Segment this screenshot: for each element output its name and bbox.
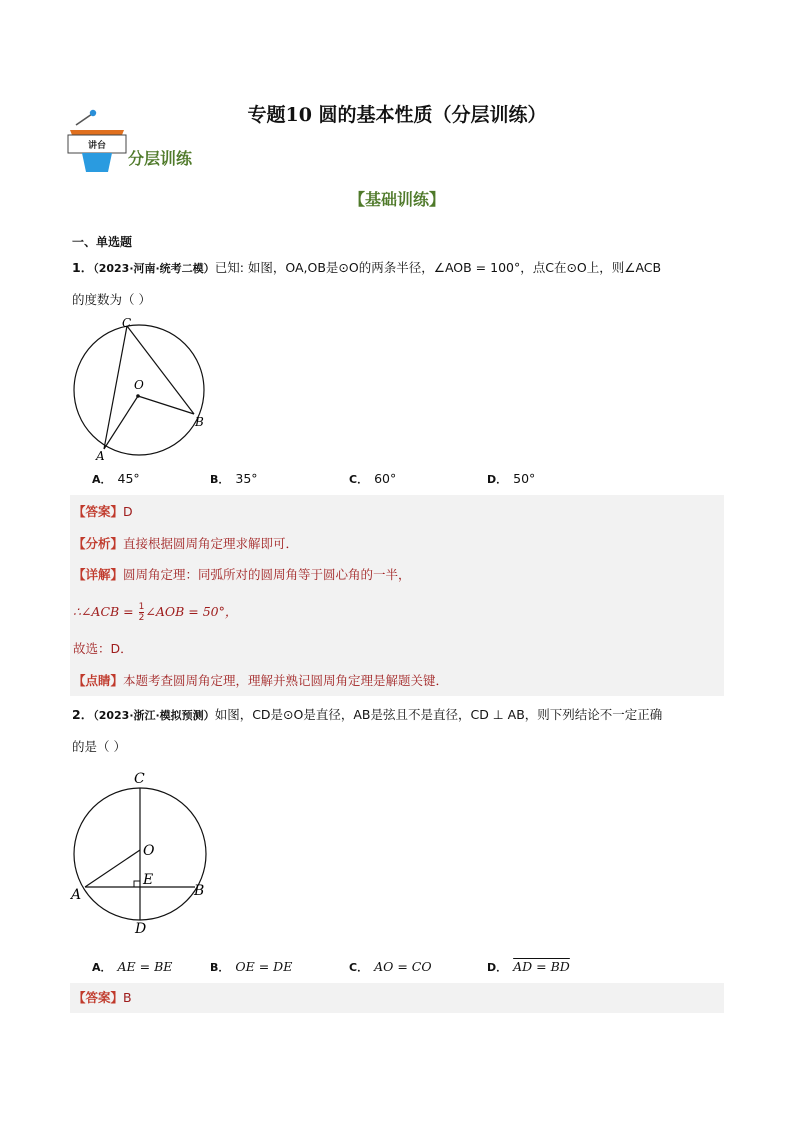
- q2-label-c: C: [134, 771, 145, 787]
- q2-text-line1: 如图，CD是⊙O是直径，AB是弦且不是直径，CD ⊥ AB，则下列结论不一定正确: [214, 707, 663, 722]
- podium-badge-text: 讲台: [87, 141, 107, 151]
- q1-choose: 故选：D．: [70, 632, 724, 665]
- q1-option-c[interactable]: C． 60°: [349, 471, 397, 486]
- q1-stem-line1: [72, 258, 661, 276]
- q2-label-o: O: [143, 843, 155, 859]
- q1-detail: 【详解】圆周角定理：同弧所对的圆周角等于圆心角的一半，: [70, 559, 724, 591]
- q1-text-line1: 已知: 如图，OA,OB是⊙O的两条半径，∠AOB = 100°，点C在⊙O上，则∠ACB: [214, 260, 662, 275]
- q2-answer: 【答案】B: [70, 983, 724, 1013]
- q2-source: （2023·浙江·模拟预测）: [93, 709, 215, 722]
- q1-fraction-denominator: 2: [138, 613, 145, 623]
- q2-label-e: E: [143, 872, 154, 888]
- q1-label-a: A: [96, 449, 105, 463]
- q1-label-c: C: [122, 316, 132, 330]
- part-title: 一、单选题: [72, 235, 133, 249]
- q2-option-b[interactable]: B． OE = DE: [210, 959, 293, 974]
- q1-label-o: O: [134, 378, 144, 392]
- q2-number: 2．: [72, 707, 94, 722]
- page-title: 专题10 圆的基本性质（分层训练）: [247, 104, 547, 126]
- q1-label-b: B: [195, 415, 204, 429]
- sub-section-title: 【基础训练】: [348, 190, 445, 209]
- q2-stem-line1: [72, 705, 662, 723]
- q2-label-a: A: [71, 887, 82, 903]
- q1-fraction-numerator: 1: [138, 602, 145, 612]
- q2-option-c[interactable]: C． AO = CO: [349, 959, 432, 974]
- q1-circle-figure: [66, 312, 216, 464]
- q2-stem-line2: 的是（ ）: [72, 739, 126, 754]
- q1-comment: 【点睛】本题考查圆周角定理，理解并熟记圆周角定理是解题关键．: [70, 665, 724, 696]
- section-label: 分层训练: [128, 149, 193, 168]
- q2-option-a[interactable]: A． AE = BE: [92, 959, 173, 974]
- q1-analysis: 【分析】直接根据圆周角定理求解即可．: [70, 528, 724, 559]
- q1-source: （2023·河南·统考二模）: [93, 262, 215, 275]
- q2-circle-figure: [66, 766, 216, 938]
- q1-option-d[interactable]: D． 50°: [487, 471, 536, 486]
- q1-number: 1．: [72, 260, 94, 275]
- q1-stem-line2: 的度数为（ ）: [72, 292, 151, 307]
- q1-option-b[interactable]: B． 35°: [210, 471, 258, 486]
- q1-option-a[interactable]: A． 45°: [92, 471, 140, 486]
- q2-option-d[interactable]: D． AD = BD: [487, 959, 570, 974]
- q2-label-b: B: [194, 883, 205, 899]
- q2-label-d: D: [135, 921, 147, 937]
- q1-formula: ∴∠ACB = $\frac{1}{2}$ ∠AOB = 50°，: [70, 591, 724, 632]
- q1-answer: 【答案】D: [70, 495, 724, 528]
